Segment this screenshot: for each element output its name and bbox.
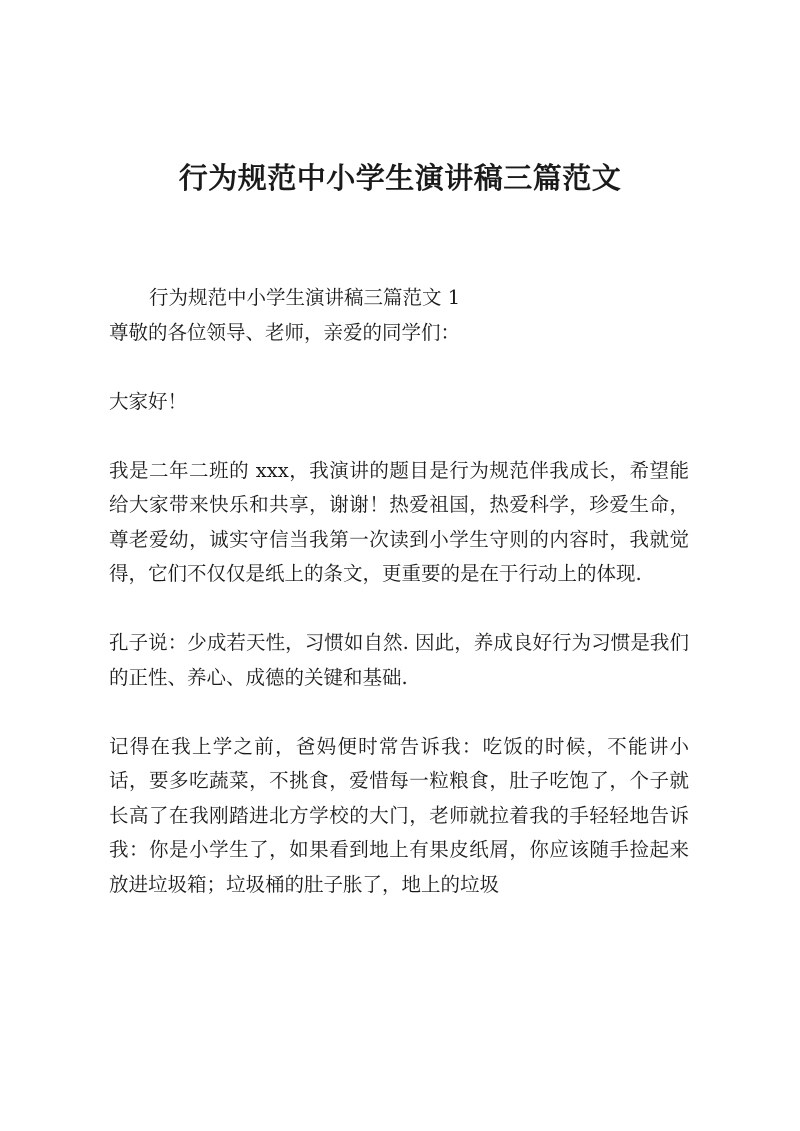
document-body	[109, 281, 689, 902]
document-title: 行为规范中小学生演讲稿三篇范文	[178, 161, 622, 195]
paragraph: 我是二年二班的 xxx，我演讲的题目是行为规范伴我成长，希望能给大家带来快乐和共享，谢谢！热爱祖国，热爱科学，珍爱生命，尊老爱幼，诚实守信当我第一次读到小学生守则的内容时，我就觉得，它们不仅仅是纸上的条文，更重要的是在于行动上的体现.	[109, 458, 689, 585]
hello-line: 大家好！	[109, 389, 188, 413]
paragraph: 记得在我上学之前，爸妈便时常告诉我：吃饭的时候，不能讲小话，要多吃蔬菜，不挑食，爱惜每一粒粮食，肚子吃饱了，个子就长高了在我刚踏进北方学校的大门，老师就拉着我的手轻轻地告诉我：你是小学生了，如果看到地上有果皮纸屑，你应该随手捡起来放进垃圾箱；垃圾桶的肚子胀了，地上的垃圾	[109, 734, 689, 896]
paragraph: 孔子说：少成若天性，习惯如自然. 因此，养成良好行为习惯是我们的正性、养心、成德的关键和基础.	[109, 631, 689, 689]
section-subtitle: 行为规范中小学生演讲稿三篇范文 1	[149, 286, 461, 309]
greeting-line: 尊敬的各位领导、老师，亲爱的同学们：	[109, 320, 461, 344]
